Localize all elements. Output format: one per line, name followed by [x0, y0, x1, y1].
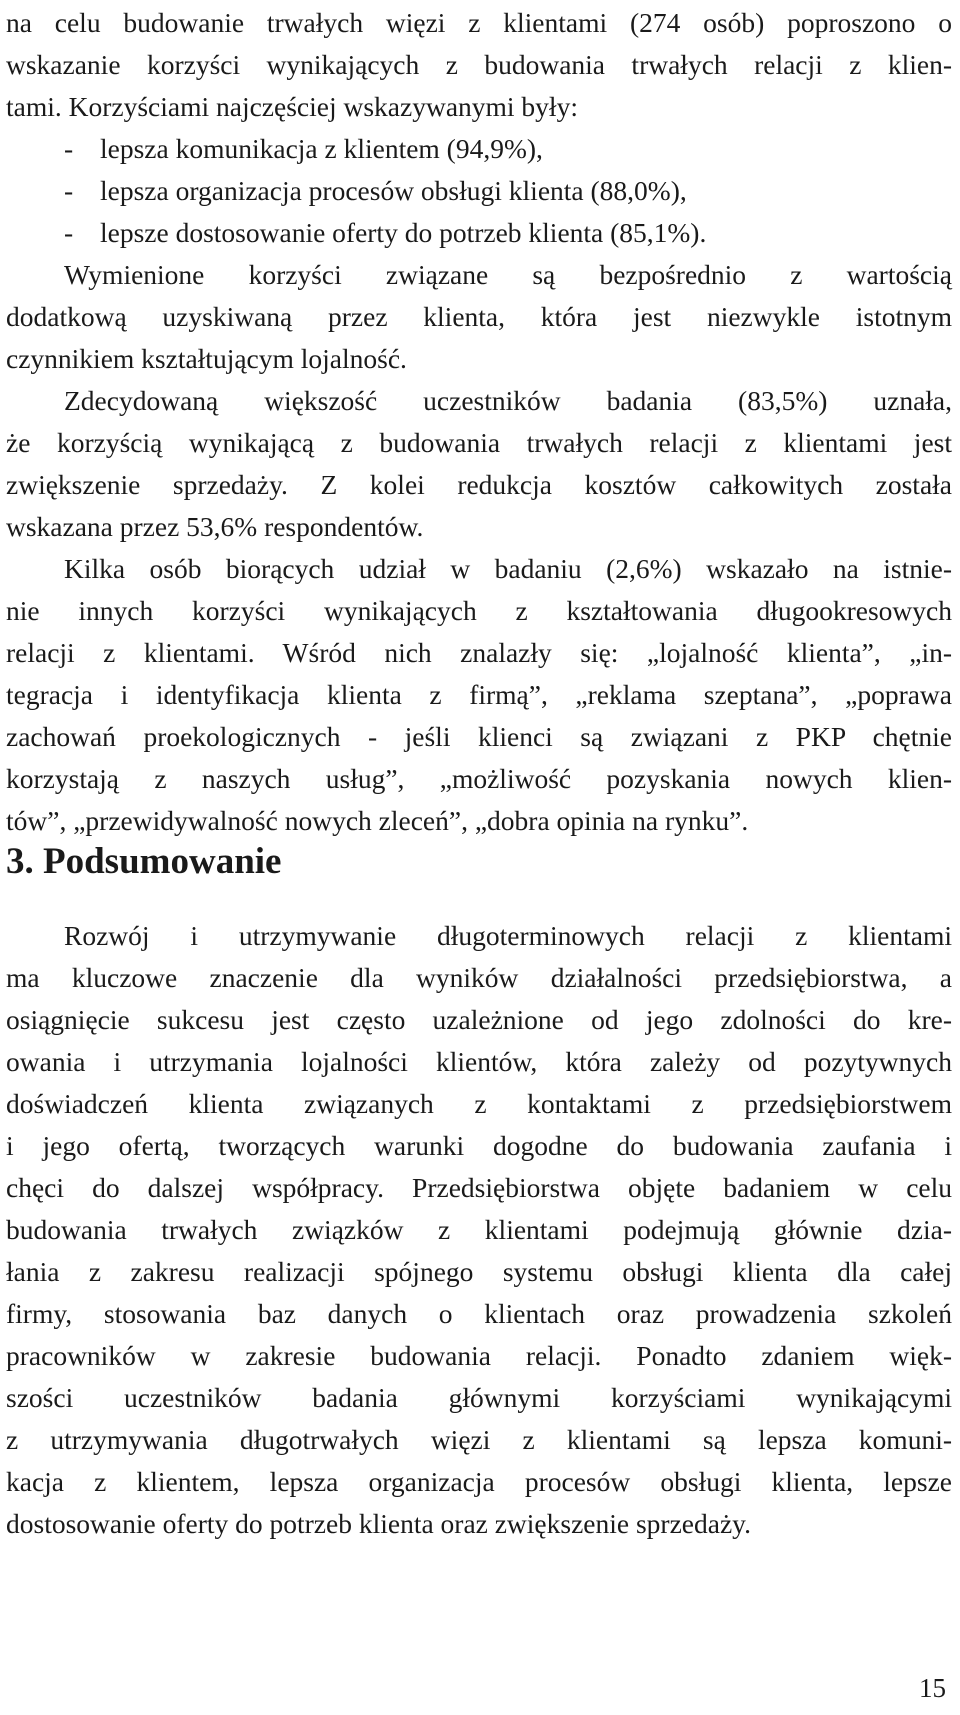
- text-line: zwiększenie sprzedaży. Z kolei redukcja kosztów całkowitych została: [6, 469, 952, 500]
- paragraph-benefits-value: [6, 254, 952, 380]
- benefits-list: [6, 128, 952, 254]
- list-item-text: lepsze dostosowanie oferty do potrzeb klienta (85,1%).: [100, 217, 707, 248]
- text-line: wskazana przez 53,6% respondentów.: [6, 511, 424, 542]
- text-line: relacji z klientami. Wśród nich znalazły się: „lojalność klienta”, „in-: [6, 637, 952, 668]
- text-line: Rozwój i utrzymywanie długoterminowych relacji z klientami: [64, 920, 952, 951]
- text-line: osiągnięcie sukcesu jest często uzależnione od jego zdolności do kre-: [6, 1004, 952, 1035]
- list-item-text: lepsza organizacja procesów obsługi klienta (88,0%),: [100, 175, 687, 206]
- text-line: Kilka osób biorących udział w badaniu (2,6%) wskazało na istnie-: [64, 553, 952, 584]
- list-item: [6, 212, 952, 254]
- text-line: czynnikiem kształtującym lojalność.: [6, 343, 407, 374]
- text-line: tami. Korzyściami najczęściej wskazywanymi były:: [6, 91, 578, 122]
- section-heading: 3. Podsumowanie: [6, 841, 282, 882]
- text-line: dodatkową uzyskiwaną przez klienta, która jest niezwykle istotnym: [6, 301, 952, 332]
- text-line: wskazanie korzyści wynikających z budowania trwałych relacji z klien-: [6, 49, 952, 80]
- text-line: Zdecydowaną większość uczestników badania (83,5%) uznała,: [64, 385, 952, 416]
- paragraph-other-benefits: [6, 548, 952, 842]
- text-line: pracowników w zakresie budowania relacji. Ponadto zdaniem więk-: [6, 1340, 952, 1371]
- text-line: korzystają z naszych usług”, „możliwość pozyskania nowych klien-: [6, 763, 952, 794]
- text-line: i jego ofertą, tworzących warunki dogodne do budowania zaufania i: [6, 1130, 952, 1161]
- text-line: ma kluczowe znaczenie dla wyników działalności przedsiębiorstwa, a: [6, 962, 952, 993]
- list-item: [6, 170, 952, 212]
- text-line: że korzyścią wynikającą z budowania trwałych relacji z klientami jest: [6, 427, 952, 458]
- text-line: firmy, stosowania baz danych o klientach oraz prowadzenia szkoleń: [6, 1298, 952, 1329]
- text-line: na celu budowanie trwałych więzi z klientami (274 osób) poproszono o: [6, 7, 952, 38]
- list-item-text: lepsza komunikacja z klientem (94,9%),: [100, 133, 543, 164]
- text-line: zachowań proekologicznych - jeśli klienci są związani z PKP chętnie: [6, 721, 952, 752]
- text-line: kacja z klientem, lepsza organizacja procesów obsługi klienta, lepsze: [6, 1466, 952, 1497]
- list-marker: -: [64, 217, 74, 248]
- list-marker: -: [64, 175, 74, 206]
- summary-section: [6, 915, 952, 1545]
- paragraph-summary: [6, 915, 952, 1545]
- list-item: [6, 128, 952, 170]
- text-line: dostosowanie oferty do potrzeb klienta oraz zwiększenie sprzedaży.: [6, 1508, 751, 1539]
- list-marker: -: [64, 133, 74, 164]
- text-line: łania z zakresu realizacji spójnego systemu obsługi klienta dla całej: [6, 1256, 952, 1287]
- text-line: tegracja i identyfikacja klienta z firmą”, „reklama szeptana”, „poprawa: [6, 679, 952, 710]
- text-line: Wymienione korzyści związane są bezpośrednio z wartością: [64, 259, 952, 290]
- paragraph-sales: [6, 380, 952, 548]
- paragraph-intro: [6, 2, 952, 128]
- text-line: tów”, „przewidywalność nowych zleceń”, „dobra opinia na rynku”.: [6, 805, 749, 836]
- body-text-top: [6, 2, 952, 842]
- text-line: nie innych korzyści wynikających z kształtowania długookresowych: [6, 595, 952, 626]
- text-line: szości uczestników badania głównymi korzyściami wynikającymi: [6, 1382, 952, 1413]
- text-line: z utrzymywania długotrwałych więzi z klientami są lepsza komuni-: [6, 1424, 952, 1455]
- text-line: chęci do dalszej współpracy. Przedsiębiorstwa objęte badaniem w celu: [6, 1172, 952, 1203]
- page-number: 15: [919, 1673, 946, 1703]
- text-line: owania i utrzymania lojalności klientów, która zależy od pozytywnych: [6, 1046, 952, 1077]
- text-line: budowania trwałych związków z klientami podejmują głównie dzia-: [6, 1214, 952, 1245]
- text-line: doświadczeń klienta związanych z kontaktami z przedsiębiorstwem: [6, 1088, 952, 1119]
